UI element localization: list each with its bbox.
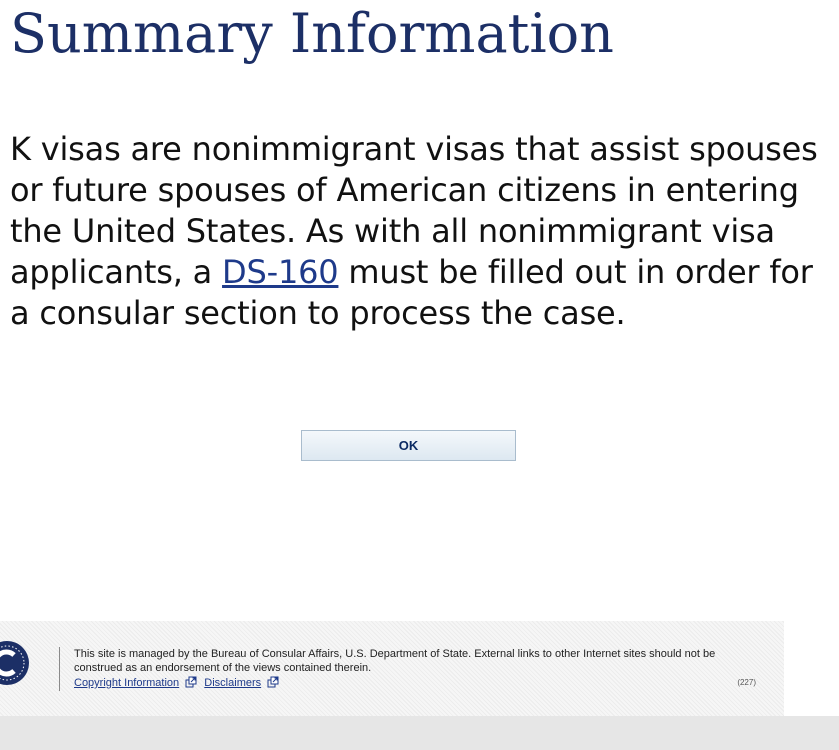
page-title: Summary Information [10,2,614,65]
bottom-bar [0,716,839,750]
ok-button[interactable]: OK [301,430,516,461]
footer-notice: This site is managed by the Bureau of Consular Affairs, U.S. Department of State. External links to other Internet sites should not be construed as an endorsement of the views contained therein. [74,648,716,674]
summary-text-after: must be filled out in order for a consular section to process the case. [10,253,813,332]
page-code: (227) [737,678,756,687]
disclaimers-link[interactable]: Disclaimers [204,677,262,689]
summary-paragraph [10,129,825,334]
site-footer [0,621,784,716]
footer-links [74,676,283,690]
ds-160-link[interactable]: DS-160 [222,253,339,291]
external-link-icon [267,676,279,688]
consular-affairs-seal-icon [0,640,30,686]
footer-divider [59,647,60,691]
copyright-information-link[interactable]: Copyright Information [74,677,180,689]
summary-text-before: K visas are nonimmigrant visas that assist spouses or future spouses of American citizens in entering the United States. As with all nonimmigrant visa applicants, a [10,130,818,291]
external-link-icon [185,676,197,688]
